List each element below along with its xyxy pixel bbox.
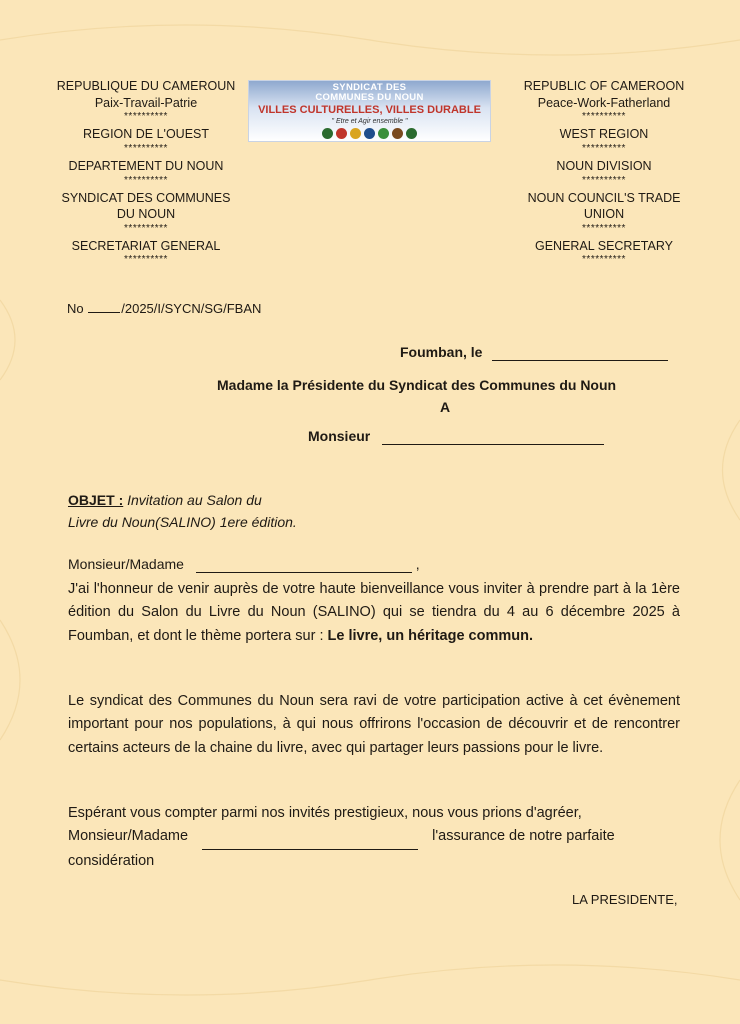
logo-line3: VILLES CULTURELLES, VILLES DURABLE: [258, 104, 481, 116]
separator-stars: **********: [124, 254, 168, 266]
sender-line: Madame la Présidente du Syndicat des Communes du Noun: [217, 377, 617, 393]
country-en: REPUBLIC OF CAMEROON: [523, 79, 685, 93]
closing-line3: considération: [68, 852, 155, 869]
object-label: OBJET :: [68, 492, 124, 508]
to-line: A: [440, 399, 451, 415]
union-fr-line1: SYNDICAT DES COMMUNES: [61, 190, 231, 205]
separator-stars: **********: [582, 222, 626, 234]
union-en-line2: UNION: [583, 207, 625, 222]
header-right-column: [504, 78, 704, 269]
salutation: [68, 556, 420, 573]
union-en-line1: NOUN COUNCIL'S TRADE: [527, 190, 681, 205]
place-date: [400, 344, 668, 361]
object-line2: Livre du Noun(SALINO) 1ere édition.: [68, 514, 297, 530]
separator-stars: **********: [582, 111, 626, 123]
council-emblem-icon: [364, 128, 375, 139]
closing-line1: Espérant vous compter parmi nos invités prestigieux, nous vous prions d'agréer,: [68, 805, 582, 821]
union-fr-line2: DU NOUN: [116, 207, 176, 222]
closing-assurance: l'assurance de notre parfaite: [432, 828, 615, 845]
office-fr: SECRETARIAT GENERAL: [71, 238, 221, 253]
council-emblem-icon: [406, 128, 417, 139]
logo-line2: COMMUNES DU NOUN: [315, 92, 424, 103]
region-en: WEST REGION: [559, 127, 649, 142]
separator-stars: **********: [582, 142, 626, 154]
department-en: NOUN DIVISION: [556, 158, 652, 173]
council-emblem-icon: [392, 128, 403, 139]
closing-blank-line: [202, 825, 418, 849]
motto-fr: Paix-Travail-Patrie: [94, 95, 198, 110]
motto-en: Peace-Work-Fatherland: [537, 95, 671, 110]
ref-prefix: No: [67, 301, 84, 316]
closing-salutation: Monsieur/Madame: [68, 828, 189, 845]
country-fr: REPUBLIQUE DU CAMEROUN: [56, 79, 236, 93]
recipient-line: [308, 428, 604, 445]
recipient-label: Monsieur: [308, 428, 371, 444]
ref-blank-line: [88, 312, 120, 313]
recipient-blank-line: [382, 428, 604, 445]
theme-text: Le livre, un héritage commun.: [327, 627, 533, 644]
salutation-label: Monsieur/Madame: [68, 556, 184, 572]
paragraph-closing: [68, 802, 680, 873]
separator-stars: **********: [582, 174, 626, 186]
separator-stars: **********: [124, 111, 168, 123]
place-label: Foumban, le: [400, 344, 483, 360]
logo-line1: SYNDICAT DES: [332, 82, 407, 93]
ref-suffix: /2025/I/SYCN/SG/FBAN: [121, 301, 262, 316]
council-emblem-icon: [322, 128, 333, 139]
separator-stars: **********: [582, 254, 626, 266]
logo-slogan: " Etre et Agir ensemble ": [331, 118, 408, 125]
region-fr: REGION DE L'OUEST: [82, 127, 210, 142]
date-blank-line: [492, 344, 668, 361]
signature-title: LA PRESIDENTE,: [572, 892, 678, 907]
council-emblem-icon: [336, 128, 347, 139]
separator-stars: **********: [124, 174, 168, 186]
invitation-text: J'ai l'honneur de venir auprès de votre haute bienveillance vous inviter à prendre part à la 1ère édition du Salon du Livre du Noun (SALINO) qui se tiendra du 4 au 6 décembre 2025 à Foumban, et dont le thème portera sur :: [68, 581, 680, 644]
paragraph-invitation: [68, 578, 680, 648]
object-block: [68, 489, 297, 533]
reference-number: [67, 301, 261, 316]
separator-stars: **********: [124, 142, 168, 154]
council-emblem-icon: [350, 128, 361, 139]
syndicate-logo: [248, 80, 491, 142]
paragraph-participation: Le syndicat des Communes du Noun sera ravi de votre participation active à cet évènement important pour nos populations, à qui nous offrirons l'occasion de découvrir et de rencontrer certains acteurs de la chaine du livre, avec qui partager leurs passions pour le livre.: [68, 693, 680, 756]
department-fr: DEPARTEMENT DU NOUN: [68, 158, 224, 173]
header-left-column: [46, 78, 246, 269]
council-emblems: [249, 128, 490, 139]
council-emblem-icon: [378, 128, 389, 139]
separator-stars: **********: [124, 222, 168, 234]
salutation-blank-line: [196, 556, 412, 573]
object-line1: Invitation au Salon du: [127, 492, 262, 508]
office-en: GENERAL SECRETARY: [534, 238, 673, 253]
salutation-comma: ,: [415, 556, 420, 572]
